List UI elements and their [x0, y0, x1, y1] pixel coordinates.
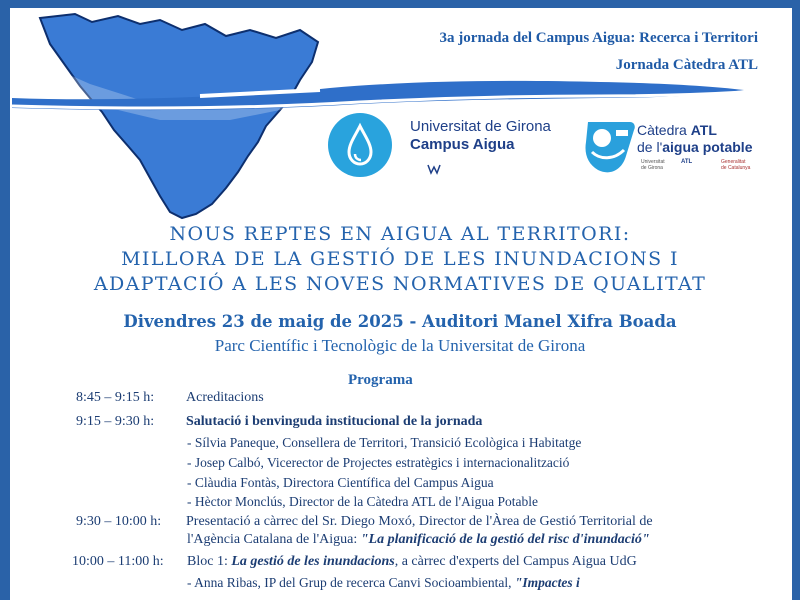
welcome-speaker-1: - Sílvia Paneque, Consellera de Territori, Transició Ecològica i Habitatge [187, 435, 582, 450]
udg-campus-aigua-logo [410, 118, 570, 154]
row-time: 8:45 – 9:15 h: [76, 390, 155, 405]
event-chair-title: Jornada Càtedra ATL [615, 57, 758, 73]
udg-logo-subtitle: Campus Aigua [410, 136, 515, 153]
atl-wordmark-line2: de l'aigua potable [637, 139, 753, 155]
main-title-line3: ADAPTACIÓ A LES NOVES NORMATIVES DE QUALITAT [93, 273, 707, 295]
partner-udg-logo: Universitat de Girona [641, 159, 665, 171]
partner-atl-logo: ATL [681, 159, 693, 165]
event-location: Parc Científic i Tecnològic de la Universitat de Girona [214, 336, 586, 355]
catedra-atl-logo-icon [582, 116, 638, 178]
water-drop-logo-icon [327, 112, 393, 178]
atl-wordmark-line1: Càtedra ATL [637, 122, 717, 138]
partner-logos [641, 159, 751, 171]
welcome-speaker-2: - Josep Calbó, Vicerector de Projectes estratègics i internacionalització [187, 455, 570, 470]
welcome-speaker-3: - Clàudia Fontàs, Directora Científica del Campus Aigua [187, 475, 494, 490]
row-desc: Acreditacions [186, 390, 264, 405]
row-desc: Bloc 1: La gestió de les inundacions, a càrrec d'experts del Campus Aigua UdG [187, 554, 637, 569]
catedra-atl-wordmark [637, 122, 752, 156]
main-title-line1: NOUS REPTES EN AIGUA AL TERRITORI: [169, 223, 631, 245]
event-date-venue: Divendres 23 de maig de 2025 - Auditori Manel Xifra Boada [123, 312, 677, 331]
row-desc: Presentació a càrrec del Sr. Diego Moxó, Director de l'Àrea de Gestió Territorial de [186, 514, 653, 529]
udg-emblem-icon [427, 163, 441, 175]
block1-speaker-1: - Anna Ribas, IP del Grup de recerca Canvi Socioambiental, "Impactes i [187, 575, 580, 590]
partner-generalitat-logo: Generalitat de Catalunya [721, 159, 751, 171]
welcome-speaker-4: - Hèctor Monclús, Director de la Càtedra ATL de l'Aigua Potable [187, 494, 538, 509]
row-desc: Salutació i benvinguda institucional de la jornada [186, 414, 483, 429]
main-title-line2: MILLORA DE LA GESTIÓ DE LES INUNDACIONS I [121, 248, 679, 270]
event-series-title: 3a jornada del Campus Aigua: Recerca i Territori [439, 30, 758, 46]
presentation-agency: l'Agència Catalana de l'Aigua: [187, 532, 361, 547]
program-heading: Programa [348, 372, 413, 388]
row-time: 9:30 – 10:00 h: [76, 514, 162, 529]
presentation-talk-title: "La planificació de la gestió del risc d'inundació" [360, 532, 650, 547]
row-time: 9:15 – 9:30 h: [76, 414, 155, 429]
presentation-continuation [187, 531, 650, 549]
row-time: 10:00 – 11:00 h: [72, 554, 164, 569]
udg-logo-name: Universitat de Girona [410, 118, 551, 135]
